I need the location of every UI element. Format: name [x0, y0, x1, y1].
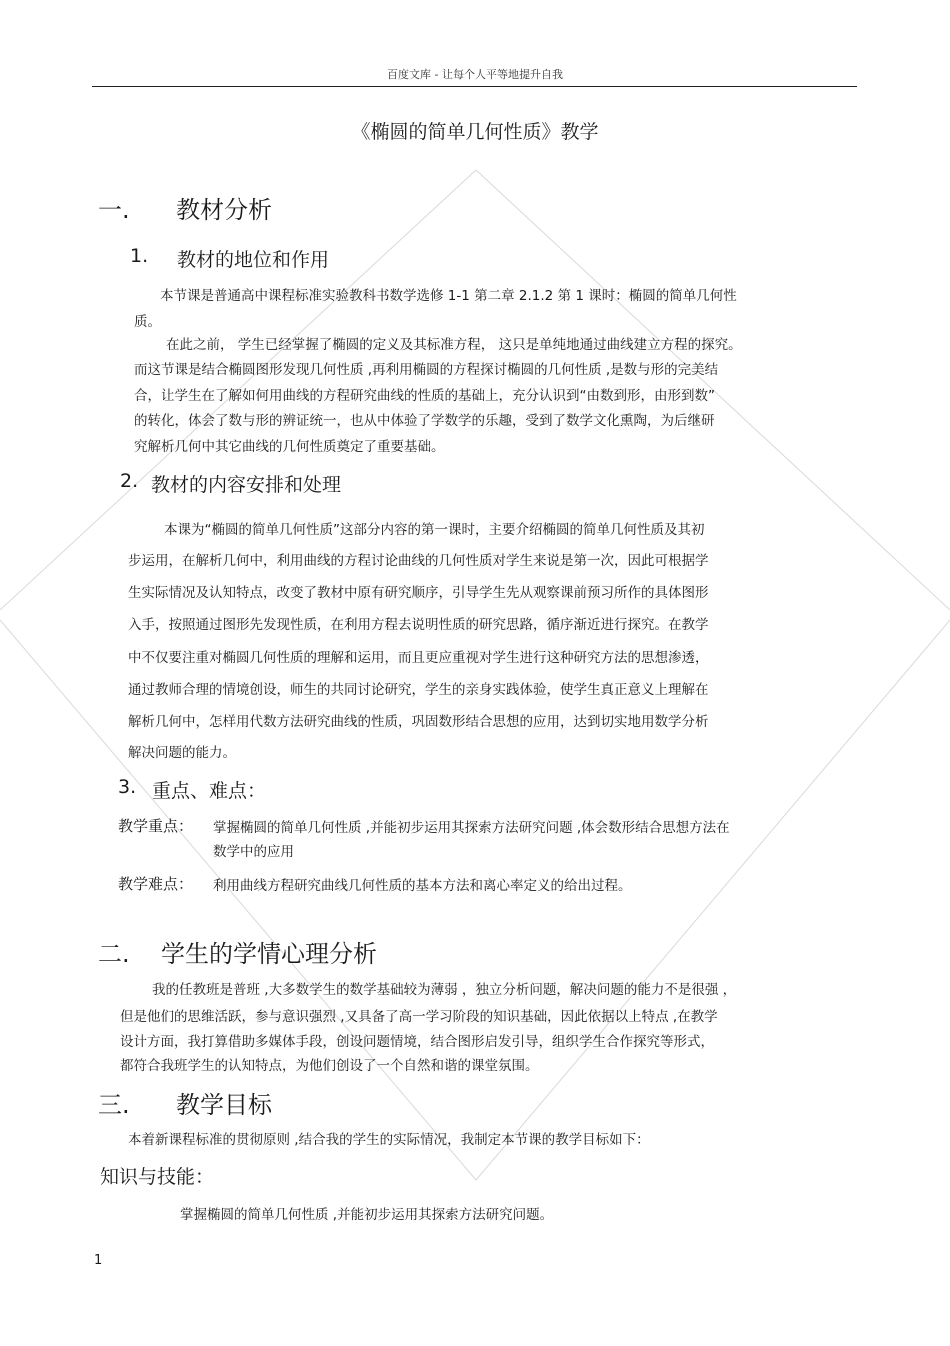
paragraph-line: 通过教师合理的情境创设，师生的共同讨论研究，学生的亲身实践体验，使学生真正意义上理解在 — [128, 682, 709, 698]
paragraph-line: 而这节课是结合椭圆图形发现几何性质 ,再利用椭圆的方程探讨椭圆的几何性质 ,是数与形的完美结 — [134, 362, 719, 378]
subsection-1-number: 1. — [130, 245, 149, 267]
section-1-number: 一. — [98, 196, 130, 224]
paragraph-line: 都符合我班学生的认知特点，为他们创设了一个自然和谐的课堂氛围。 — [120, 1058, 539, 1074]
header-divider — [92, 86, 857, 87]
page-number: 1 — [94, 1253, 103, 1268]
paragraph-line: 究解析几何中其它曲线的几何性质奠定了重要基础。 — [134, 439, 445, 455]
document-title: 《椭圆的简单几何性质》教学 — [351, 121, 599, 143]
paragraph-line: 我的任教班是普班 ,大多数学生的数学基础较为薄弱 ，独立分析问题，解决问题的能力不是很强 ， — [152, 982, 737, 998]
paragraph-line: 入手，按照通过图形先发现性质，在利用方程去说明性质的研究思路，循序渐近进行探究。在教学 — [128, 617, 709, 633]
key-point-label: 教学重点： — [118, 817, 194, 835]
paragraph-line: 中不仅要注重对椭圆几何性质的理解和运用，而且更应重视对学生进行这种研究方法的思想渗透， — [128, 650, 709, 666]
subsection-1-title: 教材的地位和作用 — [177, 249, 330, 271]
subsection-3-title: 重点、难点： — [152, 780, 267, 802]
page-header: 百度文库 - 让每个人平等地提升自我 — [387, 68, 563, 81]
paragraph-line: 解决问题的能力。 — [128, 745, 236, 761]
key-point-text: 掌握椭圆的简单几何性质 ,并能初步运用其探索方法研究问题 ,体会数形结合思想方法在 — [213, 820, 730, 836]
paragraph-line: 掌握椭圆的简单几何性质 ,并能初步运用其探索方法研究问题。 — [180, 1207, 554, 1223]
paragraph-line: 生实际情况及认知特点，改变了教材中原有研究顺序，引导学生先从观察课前预习所作的具体图形 — [128, 585, 709, 601]
section-3-number: 三. — [98, 1091, 130, 1119]
section-2-title: 学生的学情心理分析 — [161, 940, 377, 968]
paragraph-line: 合，让学生在了解如何用曲线的方程研究曲线的性质的基础上，充分认识到“由数到形，由形到数” — [134, 388, 715, 404]
section-3-title: 教学目标 — [176, 1091, 272, 1119]
paragraph-line: 本着新课程标准的贯彻原则 ,结合我的学生的实际情况，我制定本节课的教学目标如下： — [128, 1132, 650, 1148]
section-2-number: 二. — [98, 940, 130, 968]
difficulty-text: 利用曲线方程研究曲线几何性质的基本方法和离心率定义的给出过程。 — [213, 878, 632, 894]
paragraph-line: 设计方面，我打算借助多媒体手段，创设问题情境，结合图形启发引导，组织学生合作探究等形式， — [120, 1034, 714, 1050]
paragraph-line: 步运用，在解析几何中，利用曲线的方程讨论曲线的几何性质对学生来说是第一次，因此可根据学 — [128, 553, 709, 569]
subsection-2-title: 教材的内容安排和处理 — [151, 474, 342, 496]
key-point-text: 数学中的应用 — [213, 844, 294, 860]
subsection-3-number: 3. — [118, 776, 137, 798]
subsection-title: 知识与技能： — [100, 1166, 215, 1188]
difficulty-label: 教学难点： — [118, 875, 194, 893]
paragraph-line: 的转化，体会了数与形的辨证统一，也从中体验了学数学的乐趣，受到了数学文化熏陶，为后继研 — [134, 413, 715, 429]
paragraph-line: 本节课是普通高中课程标准实验教科书数学选修 1-1 第二章 2.1.2 第 1 课时：椭圆的简单几何性 — [160, 288, 737, 304]
paragraph-line: 但是他们的思维活跃，参与意识强烈 ,又具备了高一学习阶段的知识基础，因此依据以上特点 ,在教学 — [120, 1009, 718, 1025]
paragraph-line: 解析几何中，怎样用代数方法研究曲线的性质，巩固数形结合思想的应用，达到切实地用数学分析 — [128, 714, 709, 730]
paragraph-line: 在此之前， 学生已经掌握了椭圆的定义及其标准方程， 这只是单纯地通过曲线建立方程的探究。 — [166, 337, 742, 353]
paragraph-line: 质。 — [134, 314, 161, 330]
paragraph-line: 本课为“椭圆的简单几何性质”这部分内容的第一课时，主要介绍椭圆的简单几何性质及其初 — [164, 522, 705, 538]
section-1-title: 教材分析 — [176, 196, 272, 224]
subsection-2-number: 2. — [120, 470, 139, 492]
